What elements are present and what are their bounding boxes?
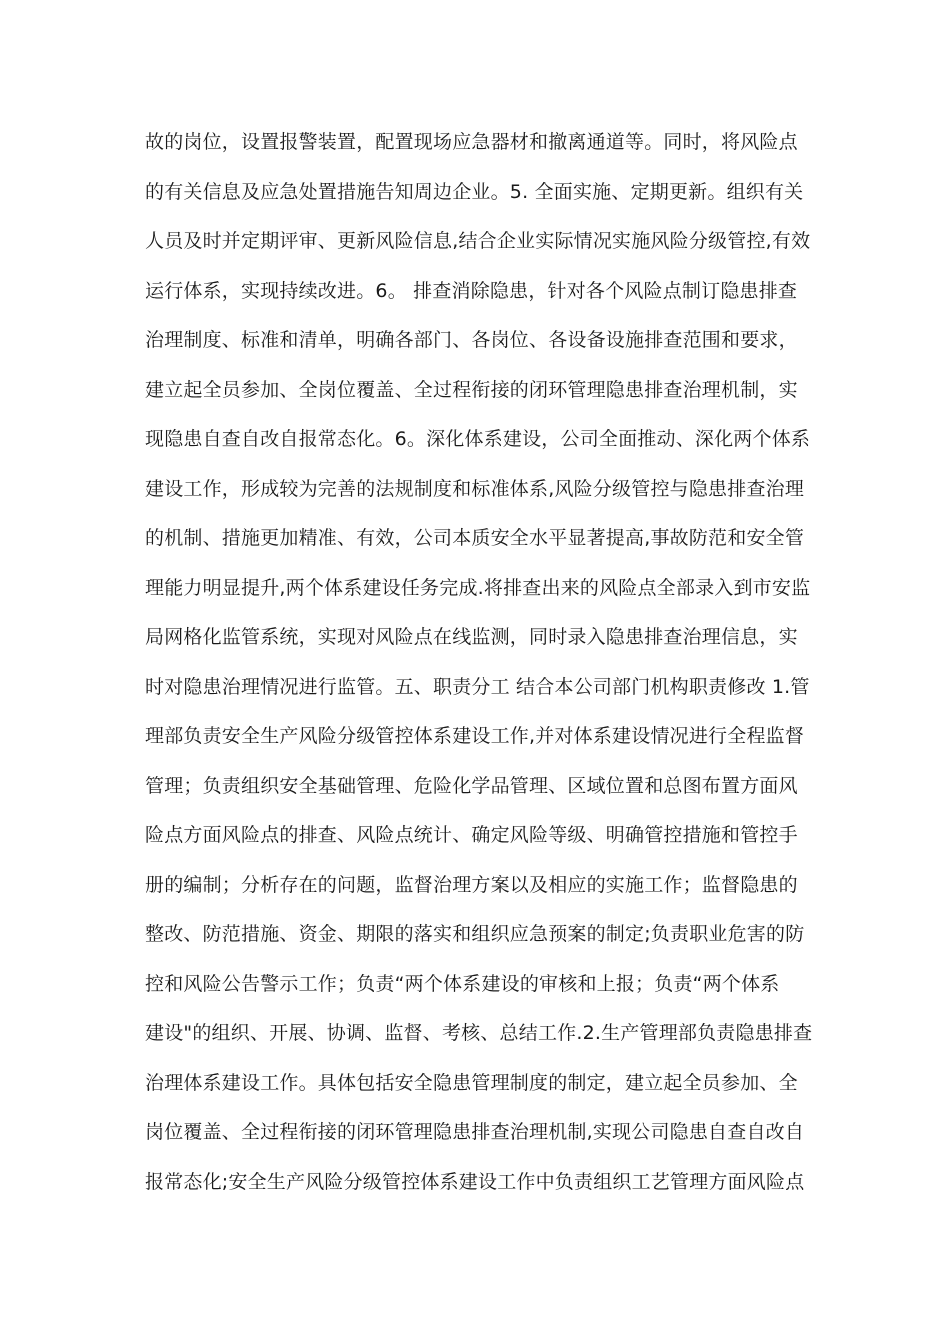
text-line-16: 册的编制；分析存在的问题，监督治理方案以及相应的实施工作；监督隐患的: [145, 873, 798, 896]
text-line-3: 人员及时并定期评审、更新风险信息,结合企业实际情况实施风险分级管控,有效: [145, 230, 811, 252]
text-line-11: 局网格化监管系统，实现对风险点在线监测，同时录入隐患排查治理信息，实: [145, 626, 798, 648]
text-line-10: 理能力明显提升,两个体系建设任务完成.将排查出来的风险点全部录入到市安监: [145, 576, 811, 599]
text-line-9: 的机制、措施更加精准、有效，公司本质安全水平显著提高,事故防范和安全管: [145, 527, 805, 549]
text-line-8: 建设工作，形成较为完善的法规制度和标准体系,风险分级管控与隐患排查治理: [145, 477, 805, 500]
text-line-17: 整改、防范措施、资金、期限的落实和组织应急预案的制定;负责职业危害的防: [145, 923, 805, 945]
text-line-2: 的有关信息及应急处置措施告知周边企业。5. 全面实施、定期更新。组织有关: [145, 180, 804, 203]
text-line-13: 理部负责安全生产风险分级管控体系建设工作,并对体系建设情况进行全程监督: [145, 725, 805, 747]
text-line-21: 岗位覆盖、全过程衔接的闭环管理隐患排查治理机制,实现公司隐患自查自改自: [145, 1121, 805, 1143]
text-line-15: 险点方面风险点的排查、风险点统计、确定风险等级、明确管控措施和管控手: [145, 824, 798, 846]
text-line-4: 运行体系，实现持续改进。6。 排查消除隐患，针对各个风险点制订隐患排查: [145, 279, 798, 302]
text-line-18: 控和风险公告警示工作；负责“两个体系建设的审核和上报；负责“两个体系: [145, 972, 780, 995]
text-line-14: 管理；负责组织安全基础管理、危险化学品管理、区域位置和总图布置方面风: [145, 774, 798, 797]
text-line-1: 故的岗位，设置报警装置，配置现场应急器材和撤离通道等。同时，将风险点: [145, 131, 798, 153]
text-line-12: 时对隐患治理情况进行监管。五、职责分工 结合本公司部门机构职责修改 1.管: [145, 675, 810, 698]
text-line-19: 建设"的组织、开展、协调、监督、考核、总结工作.2.生产管理部负责隐患排查: [145, 1022, 813, 1044]
text-line-6: 建立起全员参加、全岗位覆盖、全过程衔接的闭环管理隐患排查治理机制，实: [145, 378, 798, 401]
text-line-22: 报常态化;安全生产风险分级管控体系建设工作中负责组织工艺管理方面风险点: [145, 1170, 805, 1193]
body-text: [145, 118, 815, 1207]
text-line-7: 现隐患自查自改自报常态化。6。深化体系建设，公司全面推动、深化两个体系: [145, 428, 811, 450]
text-line-5: 治理制度、标准和清单，明确各部门、各岗位、各设备设施排查范围和要求，: [145, 329, 798, 351]
text-line-20: 治理体系建设工作。具体包括安全隐患管理制度的制定，建立起全员参加、全: [145, 1071, 798, 1094]
